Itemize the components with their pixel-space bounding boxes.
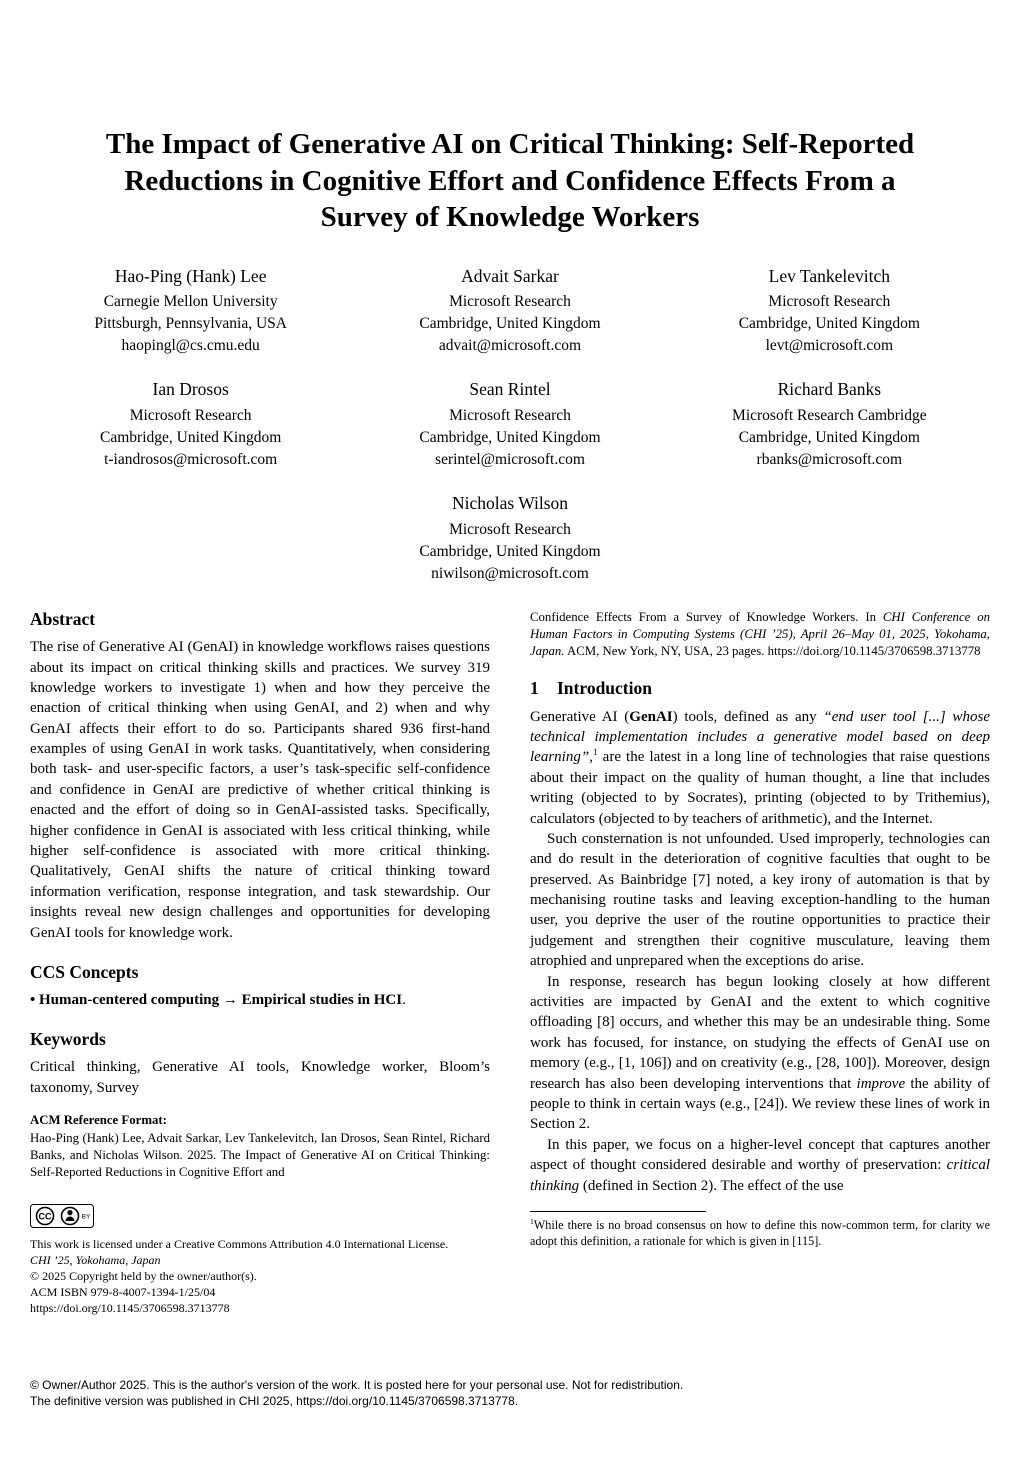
author-affiliation: Microsoft Research [768, 293, 891, 311]
author-email: levt@microsoft.com [765, 337, 894, 355]
doi-link[interactable]: https://doi.org/10.1145/3706598.3713778 [30, 1300, 230, 1315]
author-affiliation: Microsoft Research [449, 293, 571, 311]
paper-title [30, 126, 990, 236]
cc-by-badge-icon[interactable] [30, 1204, 94, 1228]
venue-line: CHI ’25, Yokohama, Japan [30, 1252, 161, 1267]
copyright-line: © 2025 Copyright held by the owner/author(s). [30, 1268, 257, 1283]
ccs-concepts: • Human-centered computing → Empirical studies in HCI. [30, 991, 406, 1008]
author-affiliation: Microsoft Research Cambridge [732, 407, 927, 425]
title-line: Reductions in Cognitive Effort and Confidence Effects From a [124, 164, 896, 197]
section-label: Introduction [557, 677, 652, 698]
intro-paragraph-1: Generative AI (GenAI) tools, defined as any “end user tool [...] whose technical implementation includes a generative model based on deep learning”,$^1$ are the latest in a long line of technologies that raise questions about their impact on the quality of human thought, a line that includes writing (objected to by Socrates), printing (objected to by Trithemius), calculators (objected to by teachers of arithmetic), and the Internet. [530, 708, 990, 827]
author-email: t-iandrosos@microsoft.com [104, 451, 278, 469]
author-name: Nicholas Wilson [451, 493, 569, 514]
keywords-text: Critical thinking, Generative AI tools, Knowledge worker, Bloom’s taxonomy, Survey [30, 1059, 490, 1096]
right-column [530, 609, 990, 1316]
section-number: 1 [530, 677, 539, 698]
author-name: Ian Drosos [152, 379, 229, 400]
intro-paragraph-3: In response, research has begun looking closely at how different activities are impacted by GenAI and the extent to which cognitive offloading [8] occurs, and whether this may be an undesirable thing. Some work has focused, for instance, on studying the effects of GenAI use on memory (e.g., [1, 106]) and on creativity (e.g., [28, 100]). Moreover, design research has also been developing interventions that improve the ability of people to think in certain ways (e.g., [24]). We review these lines of work in Section 2. [530, 973, 990, 1133]
license-statement[interactable]: This work is licensed under a Creative Commons Attribution 4.0 International License. [30, 1236, 449, 1251]
author-email: advait@microsoft.com [438, 337, 582, 355]
acm-ref-heading: ACM Reference Format: [30, 1113, 167, 1128]
acm-ref-text: Hao-Ping (Hank) Lee, Advait Sarkar, Lev Tankelevitch, Ian Drosos, Sean Rintel, Richard Banks, and Nicholas Wilson. 2025. The Impact of Generative AI on Critical Thinking: Self-Reported Reductions in Cognitive Effort and [30, 1131, 490, 1180]
intro-paragraph-2: Such consternation is not unfounded. Used improperly, technologies can and do result in the deterioration of cognitive faculties that ought to be preserved. As Bainbridge [7] noted, a key irony of automation is that by mechanising routine tasks and leaving exception-handling to the human user, you deprive the user of the routine opportunities to practice their judgement and strengthen their cognitive musculature, leaving them atrophied and unprepared when the exceptions do arise. [530, 830, 990, 970]
author-name: Sean Rintel [469, 379, 551, 400]
abstract-text: The rise of Generative AI (GenAI) in knowledge workflows raises questions about its impact on critical thinking skills and practices. We survey 319 knowledge workers to investigate 1) when and how they perceive the enaction of critical thinking when using GenAI, and 2) when and why GenAI affects their effort to do so. Participants shared 936 first-hand examples of using GenAI in work tasks. Quantitatively, when considering both task- and user-specific factors, a user’s task-specific self-confidence and confidence in GenAI are predictive of whether critical thinking is enacted and the effort of doing so in GenAI-assisted tasks. Specifically, higher confidence in GenAI is associated with less critical thinking, while higher self-confidence is associated with more critical thinking. Qualitatively, GenAI shifts the nature of critical thinking toward information verification, response integration, and task stewardship. Our insights reveal new design challenges and opportunities for developing GenAI tools for knowledge work. [30, 639, 490, 941]
author-card-5 [355, 377, 664, 471]
page-footer [30, 1378, 990, 1410]
author-affiliation: Carnegie Mellon University [103, 293, 278, 311]
author-email: rbanks@microsoft.com [756, 451, 903, 469]
author-card-4 [36, 377, 345, 471]
author-name: Lev Tankelevitch [768, 265, 891, 286]
svg-text:CC: CC [38, 1211, 52, 1222]
author-location: Cambridge, United Kingdom [738, 429, 920, 447]
author-affiliation: Microsoft Research [449, 521, 571, 539]
ccs-heading: CCS Concepts [30, 961, 139, 982]
footnote-text: $^1$While there is no broad consensus on how to define this now-common term, for clarity we adopt this definition, a rationale for which is given in [115]. [530, 1216, 990, 1249]
footer-line-1: © Owner/Author 2025. This is the author's version of the work. It is posted here for your personal use. Not for redistribution. [30, 1378, 684, 1393]
author-card-6 [675, 377, 984, 471]
author-location: Cambridge, United Kingdom [419, 429, 601, 447]
abstract-heading: Abstract [30, 609, 96, 630]
author-email: haopingl@cs.cmu.edu [121, 337, 260, 355]
footer-line-2: The definitive version was published in CHI 2025, https://doi.org/10.1145/3706598.3713778. [30, 1394, 519, 1409]
author-name: Hao-Ping (Hank) Lee [114, 265, 267, 286]
left-column [30, 609, 490, 1316]
title-line: Survey of Knowledge Workers [320, 201, 700, 234]
intro-paragraph-4: In this paper, we focus on a higher-level concept that captures another aspect of thought considered desirable and worthy of preservation: critical thinking (defined in Section 2). The effect of the use [530, 1136, 990, 1194]
footnote-block [530, 1211, 990, 1250]
title-line: The Impact of Generative AI on Critical Thinking: Self-Reported [105, 128, 915, 160]
author-name: Advait Sarkar [461, 265, 559, 286]
author-location: Cambridge, United Kingdom [100, 429, 282, 447]
isbn-line: ACM ISBN 979-8-4007-1394-1/25/04 [30, 1284, 216, 1299]
svg-text:BY: BY [81, 1213, 91, 1221]
author-block [36, 264, 984, 586]
author-location: Cambridge, United Kingdom [738, 315, 920, 333]
author-location: Cambridge, United Kingdom [419, 315, 601, 333]
license-block [30, 1204, 490, 1316]
keywords-heading: Keywords [30, 1029, 106, 1050]
author-card-7 [36, 491, 984, 585]
author-card-1 [36, 264, 345, 358]
author-email: serintel@microsoft.com [435, 451, 585, 469]
author-location: Pittsburgh, Pennsylvania, USA [94, 315, 287, 333]
introduction-heading [530, 678, 990, 699]
author-location: Cambridge, United Kingdom [419, 543, 601, 561]
author-affiliation: Microsoft Research [449, 407, 571, 425]
body-columns [30, 609, 990, 1316]
acm-ref-continuation: Confidence Effects From a Survey of Knowledge Workers. In CHI Conference on Human Factors in Computing Systems (CHI ’25), April 26–May 01, 2025, Yokohama, Japan. ACM, New York, NY, USA, 23 pages. https://doi.org/10.1145/3706598.3713778 [530, 610, 990, 659]
author-card-2 [355, 264, 664, 358]
author-email: niwilson@microsoft.com [431, 565, 589, 583]
author-card-3 [675, 264, 984, 358]
author-affiliation: Microsoft Research [129, 407, 252, 425]
footnote-rule [530, 1211, 706, 1212]
author-name: Richard Banks [777, 379, 882, 400]
